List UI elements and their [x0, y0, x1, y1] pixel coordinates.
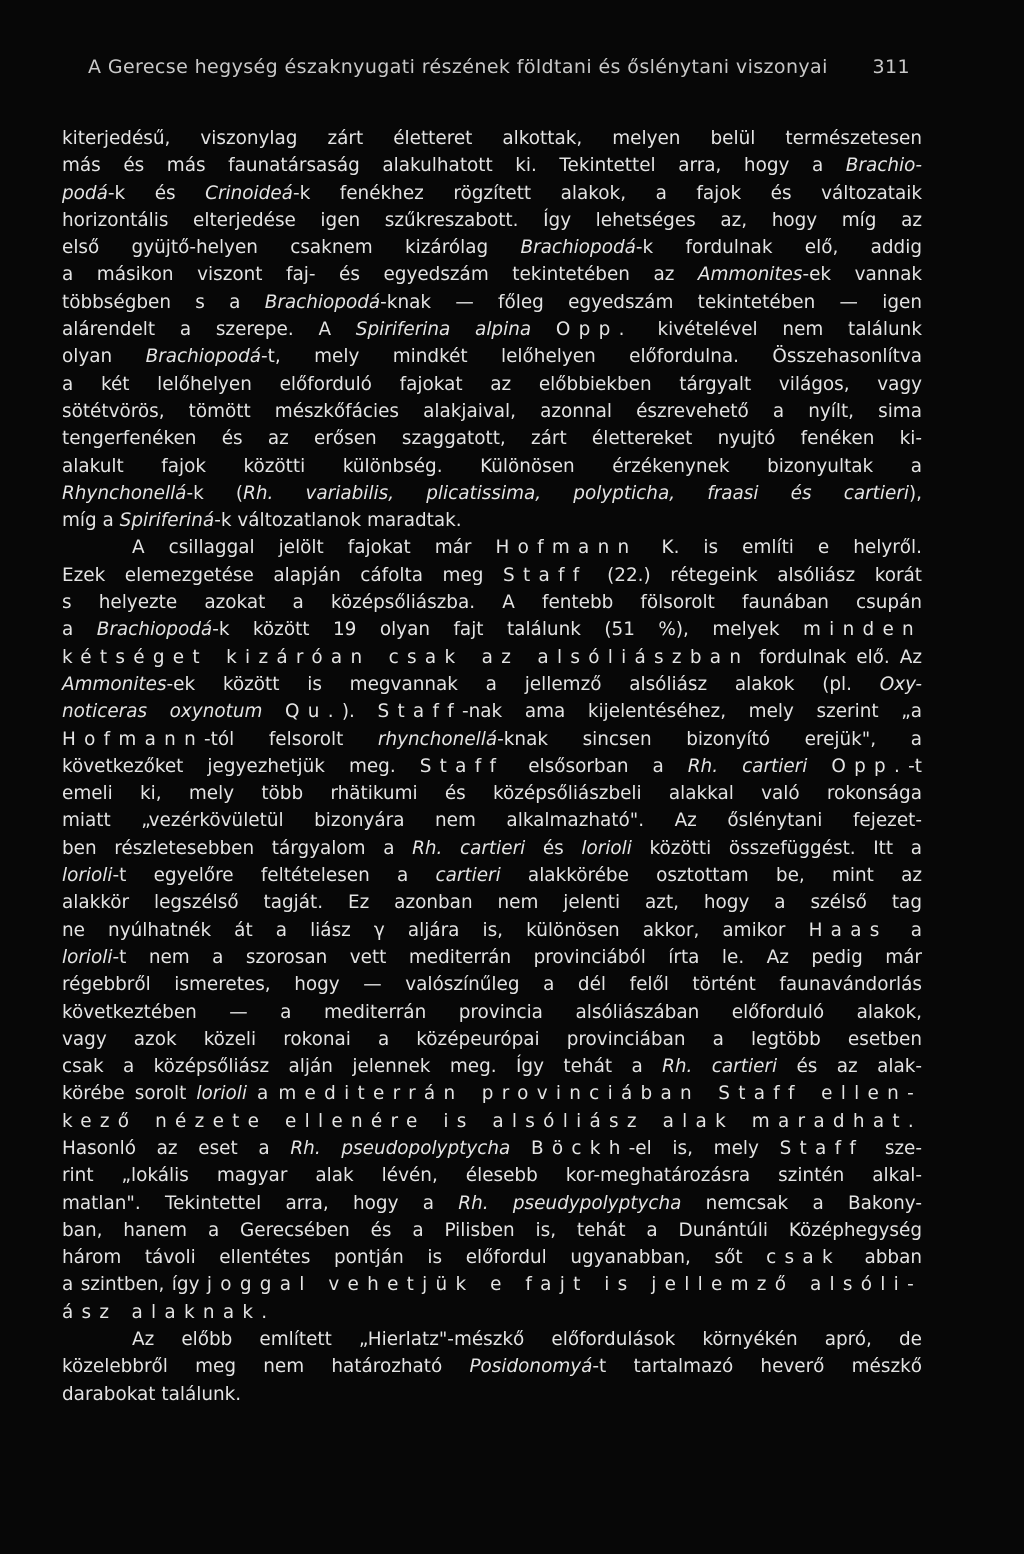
- text-line: vagy azok közeli rokonai a középeurópai provinciában a legtöbb esetben: [62, 1028, 922, 1050]
- text-line: következtében — a mediterrán provincia alsóliászában előforduló alakok,: [62, 1001, 922, 1023]
- text-line: első gyüjtő-helyen csaknem kizárólag Brachiopodá-k fordulnak elő, addig: [62, 237, 922, 259]
- text-line: a két lelőhelyen előforduló fajokat az előbbiekben tárgyalt világos, vagy: [62, 373, 922, 395]
- text-line: s helyezte azokat a középsőliászba. A fentebb fölsorolt faunában csupán: [62, 592, 922, 614]
- text-line: matlan". Tekintettel arra, hogy a Rh. pseudypolyptycha nemcsak a Bakony-: [62, 1192, 922, 1214]
- text-line: ben részletesebben tárgyalom a Rh. cartieri és lorioli közötti összefüggést. Itt a: [62, 837, 922, 859]
- text-line: a Brachiopodá-k között 19 olyan fajt találunk (51 %), melyek minden: [62, 619, 922, 641]
- text-line: lorioli-t nem a szorosan vett mediterrán provinciából írta le. Az pedig már: [62, 946, 922, 968]
- text-line: tengerfenéken és az erősen szaggatott, zárt élettereket nyujtó fenéken ki-: [62, 428, 922, 450]
- page-header: [88, 56, 910, 78]
- text-line: Ammonites-ek között is megvannak a jellemző alsóliász alakok (pl. Oxy-: [62, 673, 922, 695]
- text-line: darabokat találunk.: [62, 1383, 242, 1405]
- text-line: horizontális elterjedése igen szűkreszabott. Így lehetséges az, hogy míg az: [62, 209, 922, 231]
- text-line: Hasonló az eset a Rh. pseudopolyptycha Böckh-el is, mely Staff sze-: [62, 1137, 922, 1159]
- text-line: Rhynchonellá-k (Rh. variabilis, plicatissima, polypticha, fraasi és cartieri),: [62, 482, 922, 504]
- text-line: kiterjedésű, viszonylag zárt életteret alkottak, melyen belül természetesen: [62, 128, 922, 149]
- text-line: körébe sorolt lorioli a mediterrán provinciában Staff ellen-: [62, 1083, 922, 1105]
- text-line: A csillaggal jelölt fajokat már Hofmann K. is említi e helyről.: [132, 537, 922, 559]
- text-line: miatt „vezérkövületül bizonyára nem alkalmazható". Az őslénytani fejezet-: [62, 810, 922, 832]
- text-line: olyan Brachiopodá-t, mely mindkét lelőhelyen előfordulna. Összehasonlítva: [62, 346, 922, 368]
- page-number: 311: [872, 56, 910, 78]
- text-line: közelebbről meg nem határozható Posidonomyá-t tartalmazó heverő mészkő: [62, 1356, 923, 1378]
- text-line: Ezek elemezgetése alapján cáfolta meg Staff (22.) rétegeink alsóliász korát: [62, 564, 922, 586]
- text-line: következőket jegyezhetjük meg. Staff elsősorban a Rh. cartieri Opp.-t: [62, 755, 922, 777]
- body-text: [62, 125, 922, 1408]
- text-line: három távoli ellentétes pontján is előfordul ugyanabban, sőt csak abban: [62, 1247, 923, 1269]
- text-line: ász alaknak.: [62, 1301, 276, 1323]
- text-line: ban, hanem a Gerecsében és a Pilisben is, tehát a Dunántúli Középhegység: [62, 1219, 922, 1241]
- text-line: noticeras oxynotum Qu.). Staff-nak ama kijelentéséhez, mely szerint „a: [62, 701, 922, 723]
- text-line: Hofmann-tól felsorolt rhynchonellá-knak sincsen bizonyító erejük", a: [62, 728, 922, 750]
- running-title: A Gerecse hegység északnyugati részének földtani és őslénytani viszonyai: [88, 56, 828, 78]
- text-line: kétséget kizáróan csak az alsóliászban fordulnak elő. Az: [62, 646, 922, 668]
- text-line: podá-k és Crinoideá-k fenékhez rögzített alakok, a fajok és változataik: [62, 182, 923, 204]
- text-line: régebbről ismeretes, hogy — valószínűleg a dél felől történt faunavándorlás: [62, 974, 922, 996]
- text-line: ne nyúlhatnék át a liász γ aljára is, különösen akkor, amikor Haas a: [62, 919, 922, 941]
- text-line: a másikon viszont faj- és egyedszám tekintetében az Ammonites-ek vannak: [62, 264, 922, 286]
- text-line: emeli ki, mely több rhätikumi és középsőliászbeli alakkal való rokonsága: [62, 783, 922, 805]
- text-line: alárendelt a szerepe. A Spiriferina alpina Opp. kivételével nem találunk: [62, 319, 922, 341]
- text-line: a szintben, így joggal vehetjük e fajt is jellemző alsóli-: [62, 1274, 922, 1296]
- text-line: míg a Spiriferiná-k változatlanok maradtak.: [62, 510, 462, 532]
- text-line: sötétvörös, tömött mészkőfácies alakjaival, azonnal észrevehető a nyílt, sima: [62, 400, 922, 422]
- text-line: csak a középsőliász alján jelennek meg. Így tehát a Rh. cartieri és az alak-: [62, 1056, 923, 1078]
- text-line: kező nézete ellenére is alsóliász alak maradhat.: [62, 1110, 922, 1132]
- text-line: más és más faunatársaság alakulhatott ki. Tekintettel arra, hogy a Brachio-: [62, 155, 922, 177]
- text-line: alakult fajok közötti különbség. Különösen érzékenynek bizonyultak a: [62, 455, 922, 477]
- text-line: rint „lokális magyar alak lévén, élesebb kor-meghatározásra szintén alkal-: [62, 1165, 922, 1187]
- text-line: Az előbb említett „Hierlatz"-mészkő előfordulások környékén apró, de: [132, 1329, 922, 1351]
- text-line: lorioli-t egyelőre feltételesen a cartieri alakkörébe osztottam be, mint az: [62, 865, 922, 887]
- text-line: többségben s a Brachiopodá-knak — főleg egyedszám tekintetében — igen: [62, 291, 922, 313]
- text-line: alakkör legszélső tagját. Ez azonban nem jelenti azt, hogy a szélső tag: [62, 892, 922, 914]
